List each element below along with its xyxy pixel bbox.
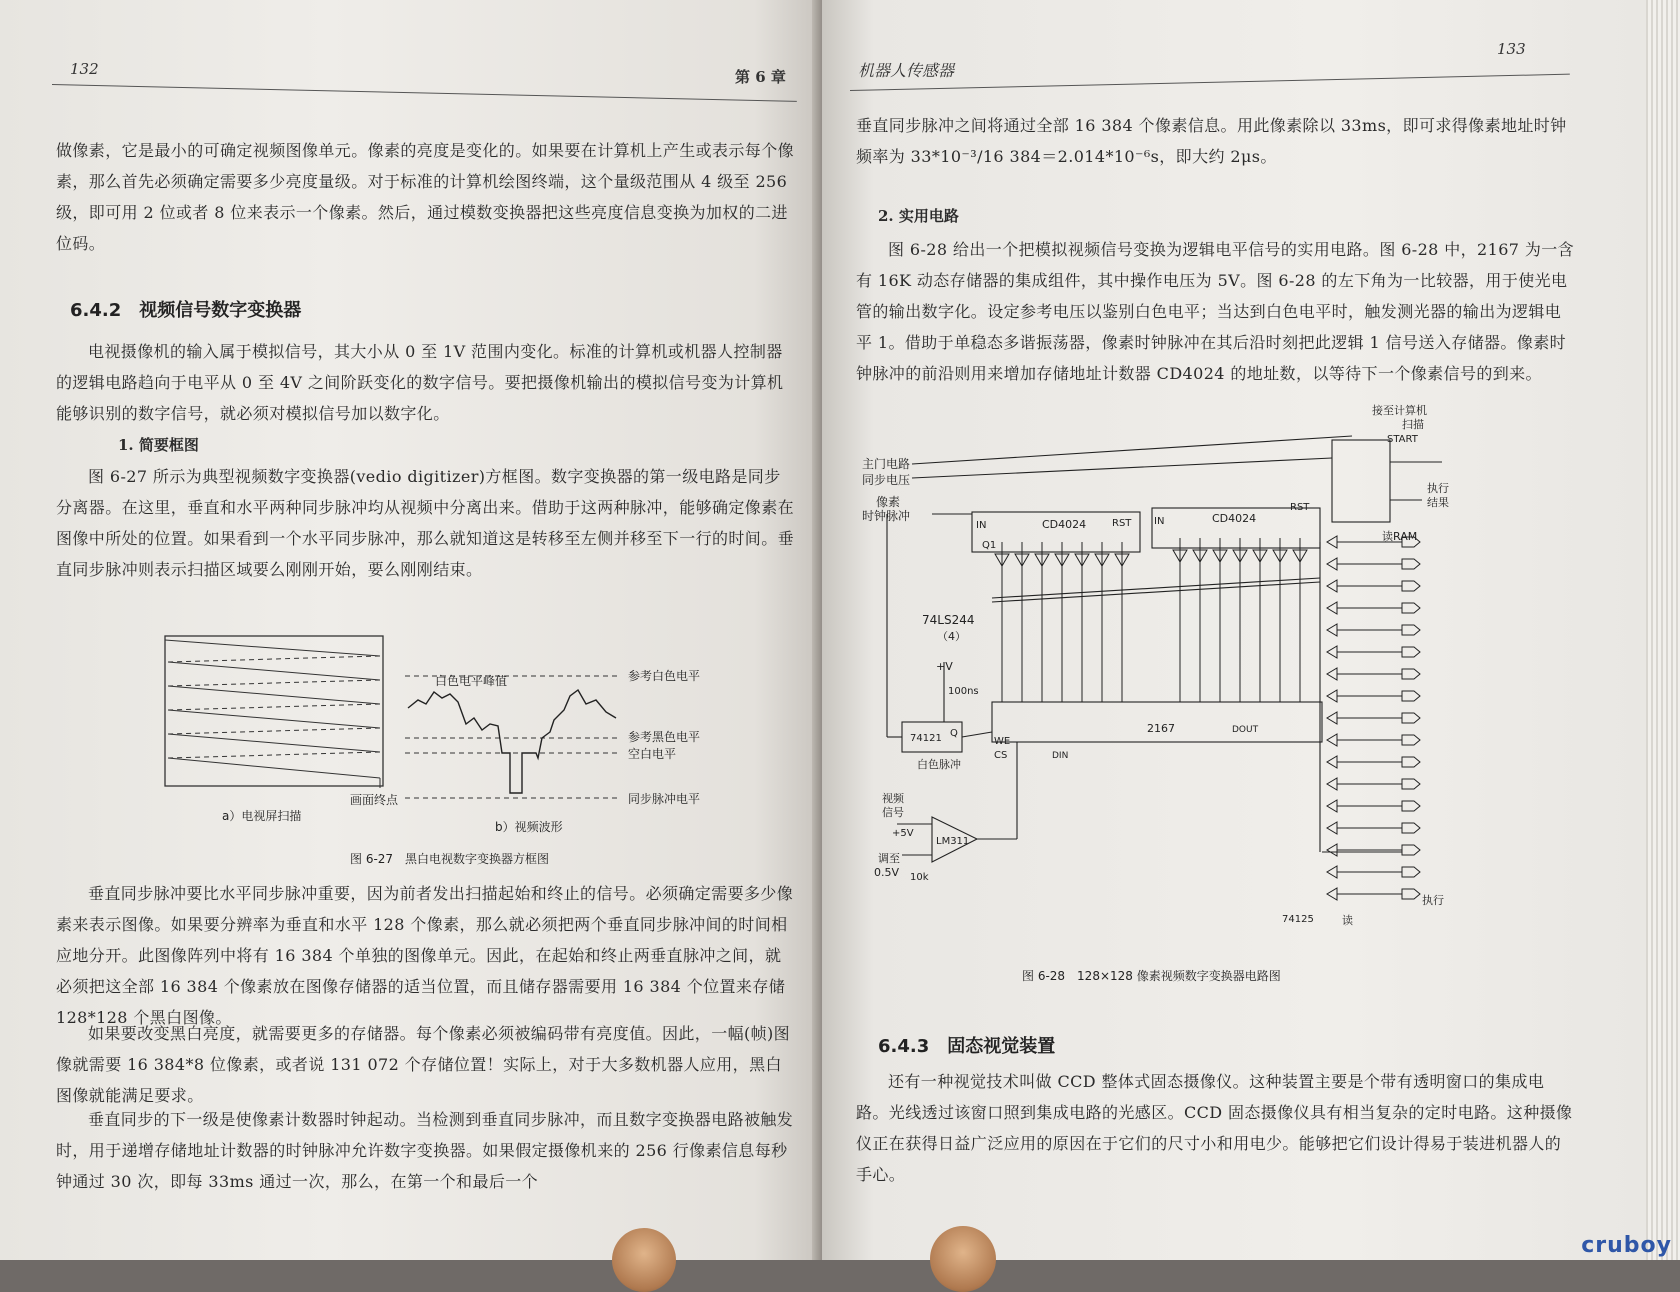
chapter-header: 第 6 章 (735, 68, 786, 86)
label-scan: 扫描 (1402, 418, 1424, 431)
caption-sub-a: a）电视屏扫描 (222, 809, 302, 823)
label-vplus: +V (936, 660, 953, 673)
address-port (1402, 713, 1420, 723)
address-port (1402, 691, 1420, 701)
label-100ns: 100ns (948, 686, 979, 697)
figure-6-27 (150, 628, 790, 878)
chip-label-2167: 2167 (1147, 722, 1175, 735)
label-video-2: 信号 (882, 806, 904, 819)
address-buffer (1327, 690, 1337, 702)
header-rule-right (850, 74, 1570, 91)
address-port (1402, 845, 1420, 855)
label-video-1: 视频 (882, 792, 904, 805)
address-port (1402, 779, 1420, 789)
paragraph-text: 图 6-27 所示为典型视频数字变换器(vedio digitizer)方框图。数字变换器的第一级电路是同步分离器。在这里，垂直和水平两种同步脉冲均从视频中分离出来。借助于这两种脉冲，能够确定像素在图像中所处的位置。如果看到一个水平同步脉冲，那么就知道这是转移至左侧并移至下一行的时间。垂直同步脉冲则表示扫描区域要么刚刚开始，要么刚刚结束。 (56, 467, 795, 579)
caption-sub-b: b）视频波形 (495, 820, 563, 834)
label-white-pulse: 白色脉冲 (917, 758, 961, 771)
paragraph-grayscale (56, 1018, 796, 1111)
pin-q: Q (950, 728, 958, 739)
pin-in-2: IN (1154, 516, 1165, 527)
paragraph-vertical-sync (56, 878, 796, 1033)
chip-label-cd4024-2: CD4024 (1212, 512, 1257, 525)
right-page (822, 0, 1680, 1260)
pin-cs: CS (994, 750, 1008, 761)
address-buffer (1327, 646, 1337, 658)
pin-dout: DOUT (1232, 725, 1259, 735)
address-buffer (1327, 536, 1337, 548)
label-white-peak: 白色电平峰值 (435, 674, 508, 688)
label-plus5v: +5V (892, 828, 914, 839)
pin-in-1: IN (976, 520, 987, 531)
label-10k: 10k (910, 872, 929, 883)
section-heading-6-4-3: 6.4.3 固态视觉装置 (878, 1036, 1056, 1057)
chip-label-74121: 74121 (910, 733, 942, 744)
flip-flop (1332, 440, 1390, 522)
page-edge-stack (1646, 0, 1680, 1260)
address-buffer (1327, 756, 1337, 768)
address-port (1402, 581, 1420, 591)
address-port (1402, 757, 1420, 767)
address-port (1402, 801, 1420, 811)
label-sync-level: 同步脉冲电平 (628, 792, 701, 806)
buffer-count: （4） (937, 630, 966, 643)
figure-caption-6-27: 图 6-27 黑白电视数字变换器方框图 (350, 852, 550, 866)
label-read: 读 (1342, 914, 1353, 927)
label-exec-1: 执行 (1427, 482, 1449, 495)
address-port (1402, 559, 1420, 569)
address-buffer-column (1327, 536, 1420, 900)
label-adjust-1: 调至 (878, 852, 900, 865)
label-to-computer: 接至计算机 (1372, 404, 1427, 417)
paragraph-pixel-clock (856, 110, 1576, 172)
address-buffer (1327, 602, 1337, 614)
address-port (1402, 889, 1420, 899)
left-page (0, 0, 820, 1260)
paragraph-intro (56, 135, 796, 259)
label-adjust-2: 0.5V (874, 866, 900, 879)
figure-6-28 (842, 402, 1582, 1012)
paragraph-text: 做像素，它是最小的可确定视频图像单元。像素的亮度是变化的。如果要在计算机上产生或表示每个像素，那么首先必须确定需要多少亮度量级。对于标准的计算机绘图终端，这个量级范围从 4 级至 256 级，即可用 2 位或者 8 位来表示一个像素。然后，通过模数变换器把这些亮度信息变换为加权的二进位码。 (56, 141, 795, 253)
page-number-right: 133 (1497, 40, 1526, 58)
paragraph-analog-input (56, 336, 796, 429)
paragraph-practical-circuit (856, 234, 1576, 389)
address-buffer (1327, 558, 1337, 570)
thumb-left (612, 1228, 676, 1292)
paragraph-text: 图 6-28 给出一个把模拟视频信号变换为逻辑电平信号的实用电路。图 6-28 中，2167 为一含有 16K 动态存储器的集成组件，其中操作电压为 5V。图 6-28 的左下角为一比较器，用于使光电管的输出数字化。设定参考电压以鉴别白色电平；当达到白色电平时，触发测光器的输出为逻辑电平 1。借助于单稳态多谐振荡器，像素时钟脉冲在其后沿时刻把此逻辑 1 信号送入存储器。像素时钟脉冲的前沿则用来增加存储地址计数器 CD4024 的地址数，以等待下一个像素信号的到来。 (856, 240, 1575, 383)
address-port (1402, 625, 1420, 635)
address-buffer (1327, 734, 1337, 746)
label-end-point: 画面终点 (350, 793, 399, 807)
chip-label-lm311: LM311 (936, 836, 970, 847)
label-start: START (1387, 434, 1418, 445)
label-execute: 执行 (1422, 894, 1444, 907)
label-main-gate: 主门电路 (862, 457, 911, 471)
header-rule (52, 84, 797, 102)
paragraph-text: 还有一种视觉技术叫做 CCD 整体式固态摄像仪。这种装置主要是个带有透明窗口的集成电路。光线透过该窗口照到集成电路的光感区。CCD 固态摄像仪具有相当复杂的定时电路。这种摄像仪正在获得日益广泛应用的原因在于它们的尺寸小和用电少。能够把它们设计得易于装进机器人的手心。 (856, 1072, 1573, 1184)
thumb-right (930, 1226, 996, 1292)
paragraph-text: 电视摄像机的输入属于模拟信号，其大小从 0 至 1V 范围内变化。标准的计算机或机器人控制器的逻辑电路趋向于电平从 0 至 4V 之间阶跃变化的数字信号。要把摄像机输出的模拟信号变为计算机能够识别的数字信号，就必须对模拟信号加以数字化。 (56, 342, 784, 423)
pin-rst-1: RST (1112, 518, 1132, 529)
address-buffer (1327, 888, 1337, 900)
chip-label-74125: 74125 (1282, 914, 1314, 925)
address-port (1402, 867, 1420, 877)
address-port (1402, 647, 1420, 657)
label-exec-2: 结果 (1427, 496, 1449, 509)
page-number-left: 132 (70, 60, 99, 78)
paragraph-text: 垂直同步脉冲之间将通过全部 16 384 个像素信息。用此像素除以 33ms，即可求得像素地址时钟频率为 33*10⁻³/16 384＝2.014*10⁻⁶s，即大约 2μs。 (856, 116, 1567, 166)
address-port (1402, 603, 1420, 613)
buffer-row-left (995, 542, 1129, 702)
video-waveform-diagram (405, 668, 700, 834)
paragraph-text: 垂直同步的下一级是使像素计数器时钟起动。当检测到垂直同步脉冲，而且数字变换器电路被触发时，用于递增存储地址计数器的时钟脉冲允许数字变换器。如果假定摄像机来的 256 行像素信息每秒钟通过 30 次，即每 33ms 通过一次，那么，在第一个和最后一个 (56, 1110, 794, 1191)
paragraph-ccd (856, 1066, 1576, 1190)
subheading-practical-circuit: 2. 实用电路 (878, 207, 959, 225)
running-header-title: 机器人传感器 (858, 61, 955, 80)
watermark: cruboy (1581, 1233, 1672, 1258)
subheading-block-diagram: 1. 简要框图 (118, 436, 199, 454)
address-port (1402, 735, 1420, 745)
paragraph-text: 如果要改变黑白亮度，就需要更多的存储器。每个像素必须被编码带有亮度值。因此，一幅(帧)图像就需要 16 384*8 位像素，或者说 131 072 个存储位置！实际上，对于大多数机器人应用，黑白图像就能满足要求。 (56, 1024, 791, 1105)
section-heading-6-4-2: 6.4.2 视频信号数字变换器 (70, 300, 302, 321)
address-buffer (1327, 668, 1337, 680)
address-buffer (1327, 844, 1337, 856)
label-pixel: 像素 (876, 495, 901, 509)
buffer-label: 74LS244 (922, 613, 975, 627)
label-blank-level: 空白电平 (628, 747, 677, 761)
address-buffer (1327, 580, 1337, 592)
pin-din: DIN (1052, 751, 1069, 761)
address-buffer (1327, 800, 1337, 812)
address-port (1402, 669, 1420, 679)
label-read-ram: 读RAM (1382, 530, 1418, 543)
label-ref-black: 参考黑色电平 (628, 730, 701, 744)
buffer-row-right (1173, 538, 1307, 702)
pin-we: WE (994, 736, 1011, 747)
address-buffer (1327, 866, 1337, 878)
figure-caption-6-28: 图 6-28 128×128 像素视频数字变换器电路图 (1022, 969, 1281, 983)
paragraph-digitizer (56, 461, 796, 585)
address-buffer (1327, 778, 1337, 790)
address-buffer (1327, 712, 1337, 724)
paragraph-pixel-counter (56, 1104, 796, 1197)
paragraph-text: 垂直同步脉冲要比水平同步脉冲重要，因为前者发出扫描起始和终止的信号。必须确定需要多少像素来表示图像。如果要分辨率为垂直和水平 128 个像素，那么就必须把两个垂直同步脉冲间的时间相应地分开。此图像阵列中将有 16 384 个单独的图像单元。因此，在起始和终止两垂直脉冲之间，就必须把这全部 16 384 个像素放在图像存储器的适当位置，而且储存器需要用 16 384 个位置来存储 128*128 个黑白图像。 (56, 884, 794, 1027)
q-outputs-1: Q1 (982, 540, 997, 551)
chip-label-cd4024-1: CD4024 (1042, 518, 1087, 531)
label-ref-white: 参考白色电平 (628, 669, 701, 683)
label-sync-voltage: 同步电压 (862, 473, 911, 487)
address-buffer (1327, 624, 1337, 636)
address-port (1402, 823, 1420, 833)
tv-scan-diagram (165, 636, 399, 823)
pin-rst-2: RST (1290, 502, 1310, 513)
label-clock-pulse: 时钟脉冲 (862, 509, 911, 523)
address-buffer (1327, 822, 1337, 834)
